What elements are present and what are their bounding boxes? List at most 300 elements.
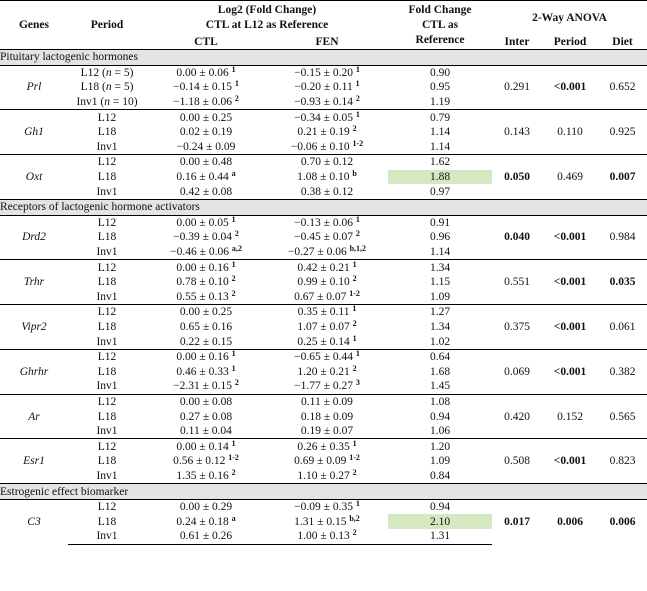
fen-value (266, 305, 388, 320)
fen-value (266, 439, 388, 454)
header-period: Period (90, 18, 124, 31)
fen-value (266, 320, 388, 335)
ctl-superscript: 2 (231, 289, 236, 298)
ctl-mean-se: 0.00 ± 0.06 (176, 66, 232, 79)
fen-superscript: 2 (352, 364, 357, 373)
period-cell: Inv1 (96, 469, 118, 482)
ctl-value (146, 514, 266, 529)
n-symbol: n (105, 81, 112, 94)
fen-value (266, 514, 388, 529)
ctl-value (146, 140, 266, 155)
fen-superscript: 2 (352, 274, 357, 284)
fen-value (266, 394, 388, 409)
fen-superscript: 2 (352, 468, 357, 477)
ctl-mean-se: 0.00 ± 0.25 (179, 306, 233, 319)
ctl-value (146, 320, 266, 335)
fen-value (266, 334, 388, 349)
period-cell: Inv1 (96, 140, 118, 153)
anova-period: <0.001 (542, 349, 598, 394)
fen-value (266, 140, 388, 155)
n-symbol: n (104, 96, 110, 109)
fen-superscript: 1-2 (349, 289, 360, 298)
fen-mean-se: 0.99 ± 0.10 (297, 276, 353, 289)
ctl-superscript: a,2 (231, 244, 242, 254)
fen-superscript: 1 (352, 438, 357, 448)
fen-superscript: 3 (355, 379, 360, 388)
ctl-mean-se: −0.14 ± 0.15 (173, 81, 235, 94)
fen-superscript: 1-2 (352, 139, 364, 148)
n-count: = 5) (111, 66, 134, 79)
fen-superscript: 1 (355, 349, 360, 359)
period-cell: L12 (68, 439, 146, 454)
fold-change-value: 0.64 (388, 349, 492, 364)
ctl-mean-se: −1.18 ± 0.06 (173, 96, 235, 109)
period-label: Inv1 ( (76, 96, 105, 109)
anova-period: 0.006 (557, 515, 583, 528)
anova-diet: 0.984 (609, 231, 636, 244)
gene-name: Gh1 (0, 110, 68, 155)
ctl-superscript: 1 (231, 349, 236, 359)
fen-superscript: 1 (352, 334, 357, 343)
fold-change-value: 1.09 (429, 290, 451, 303)
anova-diet: 0.006 (609, 515, 636, 528)
table-header (0, 1, 647, 50)
anova-inter: 0.143 (492, 110, 542, 155)
fen-superscript: 1 (352, 304, 357, 314)
ctl-mean-se: 0.00 ± 0.14 (176, 440, 232, 453)
ctl-value (146, 170, 266, 185)
fen-mean-se: 1.10 ± 0.27 (297, 469, 353, 482)
fen-superscript: 2 (352, 529, 357, 538)
period-cell: L18 (97, 455, 117, 468)
fold-change-value: 0.91 (429, 216, 451, 229)
ctl-superscript: 1 (231, 65, 236, 74)
anova-inter: 0.420 (492, 394, 542, 439)
section-row (0, 50, 647, 66)
fen-superscript: 1 (355, 215, 360, 224)
fen-value (266, 230, 388, 245)
fen-mean-se: 0.70 ± 0.12 (300, 156, 354, 169)
period-cell: Inv1 (96, 246, 118, 259)
fold-change-value: 1.62 (388, 155, 492, 170)
anova-period: <0.001 (542, 439, 598, 484)
ctl-mean-se: 0.00 ± 0.48 (179, 156, 233, 169)
ctl-mean-se: 0.11 ± 0.04 (180, 425, 232, 438)
ctl-value (146, 305, 266, 320)
fen-value (266, 155, 388, 170)
fen-mean-se: −0.20 ± 0.11 (294, 81, 356, 94)
header-genes: Genes (18, 18, 50, 31)
fen-value (266, 65, 388, 80)
anova-diet: 0.007 (598, 155, 647, 200)
ctl-value (146, 260, 266, 275)
period-cell: L12 (68, 110, 146, 125)
fen-mean-se: 0.38 ± 0.12 (300, 185, 354, 198)
fen-mean-se: −0.93 ± 0.14 (294, 96, 356, 109)
ctl-mean-se: 0.24 ± 0.18 (176, 515, 232, 528)
ctl-value (146, 424, 266, 439)
ctl-value (146, 394, 266, 409)
fen-mean-se: 0.26 ± 0.35 (297, 440, 353, 453)
period-cell: L12 (97, 216, 117, 229)
fen-mean-se: 0.69 ± 0.09 (294, 455, 350, 468)
ctl-mean-se: 0.61 ± 0.26 (179, 530, 233, 543)
period-cell: Inv1 (96, 290, 118, 303)
fen-superscript: 1 (355, 65, 360, 74)
fen-mean-se: 0.18 ± 0.09 (300, 410, 354, 423)
ctl-value (146, 409, 266, 424)
fen-mean-se: 1.31 ± 0.15 (294, 515, 350, 528)
section-row (0, 484, 647, 500)
section-row (0, 199, 647, 215)
ctl-mean-se: 0.56 ± 0.12 (173, 455, 229, 468)
period-label: L18 ( (80, 81, 106, 94)
header-inter: Inter (504, 36, 530, 48)
header-log2-line1: Log2 (Fold Change) (217, 4, 317, 16)
fold-change-value: 0.94 (429, 410, 451, 423)
ctl-mean-se: 0.42 ± 0.08 (179, 185, 233, 198)
fen-value (266, 469, 388, 484)
fen-mean-se: −0.45 ± 0.07 (294, 231, 356, 244)
gene-name: Ghrhr (0, 349, 68, 394)
fold-change-value: 1.88 (388, 170, 492, 185)
period-cell (68, 95, 146, 110)
table-row (0, 394, 647, 409)
fen-superscript: 2 (352, 319, 357, 328)
ctl-value (146, 275, 266, 290)
fen-mean-se: 0.67 ± 0.07 (294, 290, 350, 303)
fen-mean-se: −0.27 ± 0.06 (287, 246, 350, 259)
gene-name: Esr1 (0, 439, 68, 484)
period-cell: Inv1 (96, 185, 118, 198)
ctl-mean-se: −2.31 ± 0.15 (173, 380, 235, 393)
period-cell: L12 (68, 305, 146, 320)
fold-change-value: 1.20 (388, 439, 492, 454)
ctl-value (146, 334, 266, 349)
table-row (0, 499, 647, 514)
table-row (0, 65, 647, 80)
period-cell: L18 (97, 365, 117, 378)
ctl-value (146, 439, 266, 454)
fen-mean-se: −0.06 ± 0.10 (290, 140, 353, 153)
ctl-mean-se: −0.46 ± 0.06 (170, 246, 232, 259)
section-title: Receptors of lactogenic hormone activators (0, 199, 647, 215)
ctl-mean-se: −0.39 ± 0.04 (173, 231, 235, 244)
ctl-value (146, 65, 266, 80)
fen-mean-se: 1.00 ± 0.13 (297, 530, 353, 543)
fold-change-value: 1.34 (388, 260, 492, 275)
period-cell: L18 (97, 276, 117, 289)
gene-name: Oxt (0, 155, 68, 200)
fold-change-value: 1.27 (388, 305, 492, 320)
fold-change-value: 1.14 (429, 246, 451, 259)
fold-change-value: 1.14 (429, 140, 451, 153)
period-cell: L18 (97, 231, 117, 244)
header-log2-line2: CTL at L12 as Reference (205, 19, 329, 31)
gene-name: Prl (26, 81, 42, 94)
fen-value (266, 499, 388, 514)
fen-value (266, 424, 388, 439)
fen-superscript: 2 (355, 230, 360, 239)
fold-change-value: 0.95 (429, 81, 451, 94)
fen-value (266, 529, 388, 544)
ctl-value (146, 215, 266, 230)
anova-period: <0.001 (553, 231, 587, 244)
fen-superscript: 1 (355, 109, 360, 119)
period-cell: L12 (68, 394, 146, 409)
fen-mean-se: −0.13 ± 0.06 (294, 216, 356, 229)
header-anova-period: Period (553, 36, 587, 48)
anova-diet: 0.823 (598, 439, 647, 484)
anova-period: 0.152 (542, 394, 598, 439)
fen-superscript: 1 (352, 259, 357, 269)
header-fc-line3: Reference (415, 33, 465, 46)
anova-inter: 0.017 (504, 515, 530, 528)
fen-value (266, 170, 388, 185)
fold-change-value: 0.90 (429, 66, 451, 79)
period-cell: L18 (97, 410, 117, 423)
gene-name: Vipr2 (0, 305, 68, 350)
ctl-mean-se: 0.02 ± 0.19 (179, 126, 233, 139)
ctl-superscript: 2 (234, 230, 239, 239)
ctl-mean-se: 0.78 ± 0.10 (176, 276, 232, 289)
fold-change-value: 1.09 (429, 455, 451, 468)
ctl-mean-se: 0.00 ± 0.25 (179, 111, 233, 124)
gene-name: C3 (27, 515, 41, 528)
fen-mean-se: 1.20 ± 0.21 (297, 365, 353, 378)
n-count: = 10) (109, 96, 138, 109)
period-cell: L12 (97, 501, 117, 514)
fen-superscript: 2 (355, 94, 360, 104)
ctl-superscript: a (231, 169, 236, 179)
header-ctl: CTL (194, 36, 218, 48)
fold-change-value: 0.84 (429, 469, 451, 482)
table-body (0, 50, 647, 545)
fold-change-value: 1.06 (429, 425, 451, 438)
fen-value (266, 245, 388, 260)
fen-value (266, 110, 388, 125)
ctl-value (146, 349, 266, 364)
fold-change-value: 1.14 (429, 126, 451, 139)
fen-mean-se: −1.77 ± 0.27 (294, 380, 356, 393)
table-row (0, 439, 647, 454)
fen-mean-se: −0.09 ± 0.35 (294, 501, 356, 514)
ctl-superscript: 1-2 (228, 454, 239, 463)
ctl-mean-se: 1.35 ± 0.16 (176, 469, 232, 482)
fen-value (266, 275, 388, 290)
fen-value (266, 290, 388, 305)
n-count: = 5) (111, 81, 134, 94)
anova-inter: 0.375 (492, 305, 542, 350)
anova-inter: 0.291 (504, 81, 530, 94)
period-cell: L12 (68, 155, 146, 170)
section-title: Estrogenic effect biomarker (0, 484, 647, 500)
header-diet: Diet (612, 36, 633, 48)
ctl-value (146, 379, 266, 394)
gene-name: Trhr (0, 260, 68, 305)
fen-value (266, 184, 388, 199)
fold-change-value: 1.31 (388, 529, 492, 544)
n-symbol: n (105, 66, 112, 79)
anova-diet: 0.652 (609, 81, 636, 94)
anova-period: 0.110 (542, 110, 598, 155)
ctl-mean-se: 0.00 ± 0.29 (179, 501, 233, 514)
fold-change-value: 1.08 (388, 394, 492, 409)
period-cell: Inv1 (96, 335, 118, 348)
header-fen: FEN (315, 36, 339, 48)
anova-diet: 0.925 (598, 110, 647, 155)
anova-period: <0.001 (542, 260, 598, 305)
ctl-value (146, 95, 266, 110)
anova-inter: 0.508 (492, 439, 542, 484)
fold-change-value: 0.79 (388, 110, 492, 125)
fold-change-value: 1.68 (429, 365, 451, 378)
section-title: Pituitary lactogenic hormones (0, 50, 647, 66)
fold-change-value: 1.15 (429, 276, 451, 289)
fen-value (266, 95, 388, 110)
fen-superscript: 1 (355, 80, 360, 89)
fen-mean-se: 1.07 ± 0.07 (297, 320, 353, 333)
period-cell (68, 80, 146, 95)
gene-name: Drd2 (22, 231, 46, 244)
ctl-value (146, 110, 266, 125)
ctl-mean-se: 0.00 ± 0.16 (176, 261, 232, 274)
ctl-superscript: 2 (234, 379, 239, 388)
fen-superscript: b,1,2 (349, 244, 367, 254)
ctl-superscript: 1 (231, 438, 236, 448)
fold-change-value: 0.97 (429, 185, 451, 198)
ctl-mean-se: 0.00 ± 0.05 (176, 216, 232, 229)
ctl-value (146, 454, 266, 469)
ctl-value (146, 529, 266, 544)
fen-value (266, 215, 388, 230)
fen-value (266, 454, 388, 469)
period-cell: L18 (97, 171, 117, 184)
fen-mean-se: 0.11 ± 0.09 (301, 395, 353, 408)
period-cell: L12 (68, 349, 146, 364)
fen-mean-se: 1.08 ± 0.10 (297, 171, 353, 184)
gene-name: Ar (0, 394, 68, 439)
fold-change-value: 0.94 (429, 501, 451, 514)
fen-value (266, 80, 388, 95)
table-row (0, 349, 647, 364)
fold-change-value: 1.34 (429, 320, 451, 333)
fen-value (266, 409, 388, 424)
anova-diet: 0.061 (598, 305, 647, 350)
fen-mean-se: −0.15 ± 0.20 (294, 66, 356, 79)
fen-superscript: b,2 (349, 514, 360, 523)
ctl-superscript: 2 (234, 94, 239, 104)
table-row (0, 155, 647, 170)
table-row (0, 305, 647, 320)
fold-change-value: 2.10 (388, 514, 492, 529)
ctl-mean-se: 0.27 ± 0.08 (179, 410, 233, 423)
fen-value (266, 260, 388, 275)
anova-period: 0.469 (542, 155, 598, 200)
fen-mean-se: −0.65 ± 0.44 (294, 351, 356, 364)
ctl-value (146, 125, 266, 140)
ctl-mean-se: 0.65 ± 0.16 (179, 320, 233, 333)
ctl-value (146, 499, 266, 514)
anova-inter: 0.069 (492, 349, 542, 394)
period-label: L12 ( (80, 66, 106, 79)
fen-mean-se: 0.25 ± 0.14 (297, 335, 353, 348)
fen-value (266, 379, 388, 394)
fen-mean-se: 0.35 ± 0.11 (297, 306, 353, 319)
ctl-superscript: 1 (234, 80, 239, 89)
period-cell: L18 (97, 126, 117, 139)
period-cell: Inv1 (96, 380, 118, 393)
ctl-value (146, 184, 266, 199)
ctl-mean-se: 0.22 ± 0.15 (179, 335, 233, 348)
ctl-value (146, 290, 266, 305)
period-cell: L18 (97, 515, 117, 528)
table-row (0, 110, 647, 125)
period-cell: L18 (97, 320, 117, 333)
fen-value (266, 349, 388, 364)
ctl-mean-se: 0.00 ± 0.08 (179, 395, 233, 408)
ctl-superscript: 1 (231, 364, 236, 373)
ctl-superscript: 2 (231, 274, 236, 284)
header-fc-line2: CTL as (421, 18, 459, 31)
ctl-mean-se: 0.00 ± 0.16 (176, 351, 232, 364)
fen-mean-se: 0.21 ± 0.19 (297, 126, 353, 139)
header-anova: 2-Way ANOVA (532, 11, 607, 24)
fold-change-value: 1.02 (429, 335, 451, 348)
ctl-value (146, 155, 266, 170)
ctl-superscript: 1 (231, 259, 236, 269)
anova-diet: 0.035 (598, 260, 647, 305)
fold-change-value: 1.19 (429, 96, 451, 109)
fold-change-value: 0.96 (429, 231, 451, 244)
header-fold-change (388, 1, 492, 50)
header-fc-line1: Fold Change (408, 3, 472, 16)
ctl-value (146, 364, 266, 379)
ctl-value (146, 245, 266, 260)
fen-value (266, 364, 388, 379)
anova-diet: 0.382 (598, 349, 647, 394)
fen-value (266, 125, 388, 140)
ctl-superscript: 2 (231, 468, 236, 477)
anova-inter: 0.551 (492, 260, 542, 305)
anova-period: <0.001 (542, 305, 598, 350)
table-row (0, 260, 647, 275)
ctl-value (146, 80, 266, 95)
anova-diet: 0.565 (598, 394, 647, 439)
fen-superscript: 1 (355, 499, 360, 509)
period-cell: Inv1 (96, 425, 118, 438)
anova-period: <0.001 (553, 81, 587, 94)
ctl-mean-se: 0.16 ± 0.44 (176, 171, 232, 184)
anova-inter: 0.040 (504, 231, 530, 244)
period-cell (68, 65, 146, 80)
ctl-value (146, 469, 266, 484)
fen-mean-se: −0.34 ± 0.05 (294, 111, 356, 124)
period-cell: L12 (68, 260, 146, 275)
ctl-mean-se: 0.46 ± 0.33 (176, 365, 232, 378)
ctl-value (146, 230, 266, 245)
fen-superscript: b (352, 169, 357, 179)
ctl-mean-se: 0.55 ± 0.13 (176, 290, 232, 303)
ctl-mean-se: −0.24 ± 0.09 (176, 140, 236, 153)
fen-mean-se: 0.19 ± 0.07 (300, 425, 354, 438)
ctl-superscript: a (231, 514, 236, 523)
period-cell: Inv1 (68, 529, 146, 544)
fen-superscript: 1-2 (349, 454, 360, 463)
header-log2 (146, 1, 388, 36)
fen-superscript: 2 (352, 124, 357, 134)
anova-inter: 0.050 (492, 155, 542, 200)
